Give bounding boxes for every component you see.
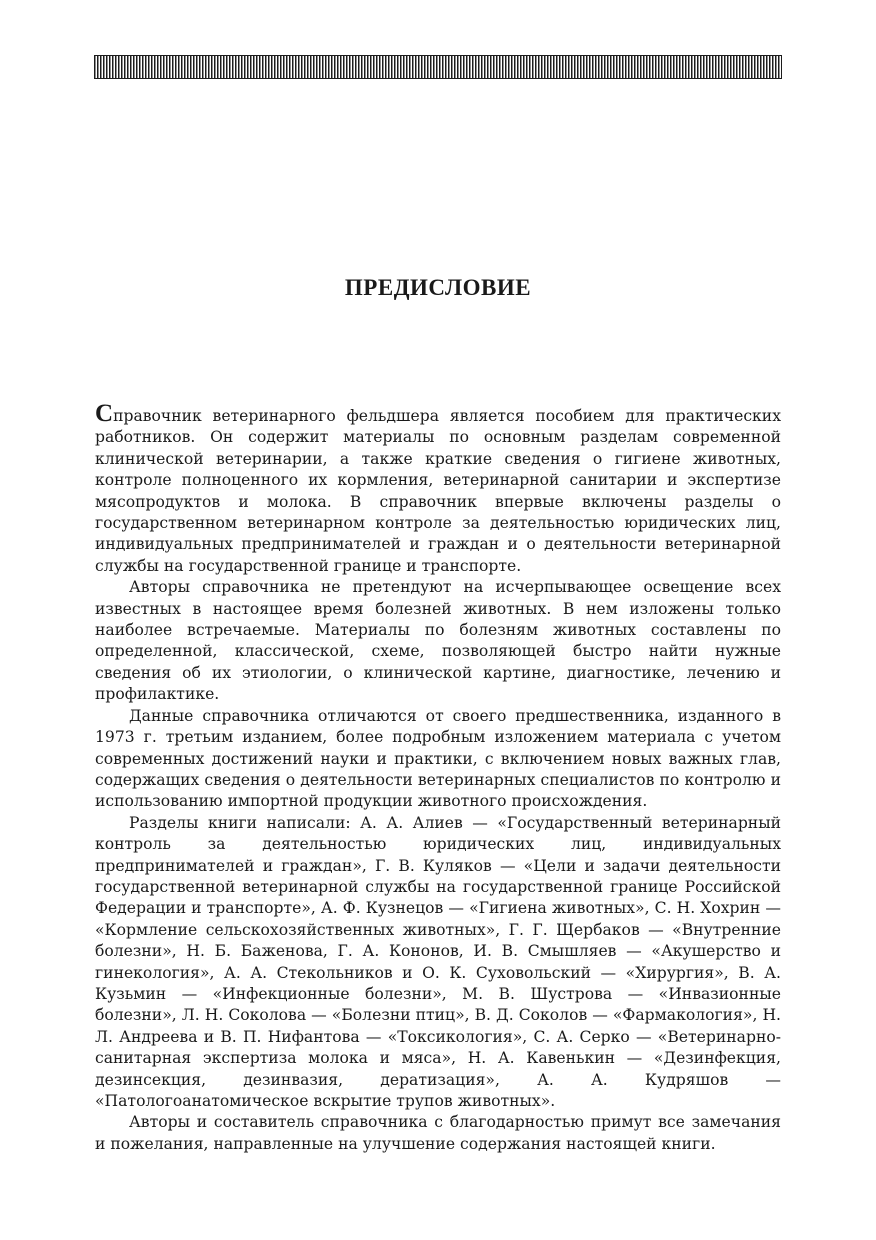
paragraph-3: Данные справочника отличаются от своего предшественника, изданного в 1973 г. третьим изданием, более подробным изложением материала с учетом современных достижений науки и практики, с включением новых важных глав, содержащих сведения о деятельности ветеринарных специалистов по контролю и использованию импортной продукции животного происхождения. (95, 706, 781, 811)
page-title: ПРЕДИСЛОВИЕ (344, 275, 532, 300)
paragraph-5: Авторы и составитель справочника с благодарностью примут все замечания и пожелания, направленные на улучшение содержания настоящей книги. (95, 1113, 781, 1153)
drop-cap: С (95, 400, 114, 427)
paragraph-2: Авторы справочника не претендуют на исчерпывающее освещение всех известных в настоящее время болезней животных. В нем изложены только наиболее встречаемые. Материалы по болезням животных составлены по определенной, классической, схеме, позволяющей быстро найти нужные сведения об их этиологии, о клинической картине, диагностике, лечению и профилактике. (95, 578, 781, 704)
paragraph-1-text: правочник ветеринарного фельдшера является пособием для практических работников. Он содержит материалы по основным разделам современной клинической ветеринарии, а также краткие сведения о гигиене животных, контроле полноценного их кормления, ветеринарной санитарии и экспертизе мясопродуктов и молока. В справочник впервые включены разделы о государственном ветеринарном контроле за деятельностью юридических лиц, индивидуальных предпринимателей и граждан и о деятельности ветеринарной службы на государственной границе и транспорте. (95, 407, 781, 575)
paragraph-4: Разделы книги написали: А. А. Алиев — «Государственный ветеринарный контроль за деятельностью юридических лиц, индивидуальных предпринимателей и граждан», Г. В. Куляков — «Цели и задачи деятельности государственной ветеринарной службы на государственной границе Российской Федерации и транспорте», А. Ф. Кузнецов — «Гигиена животных», С. Н. Хохрин — «Кормление сельскохозяйственных животных», Г. Г. Щербаков — «Внутренние болезни», Н. Б. Баженова, Г. А. Кононов, И. В. Смышляев — «Акушерство и гинекология», А. А. Стекольников и О. К. Суховольский — «Хирургия», В. А. Кузьмин — «Инфекционные болезни», М. В. Шустрова — «Инвазионные болезни», Л. Н. Соколова — «Болезни птиц», В. Д. Соколов — «Фармакология», Н. Л. Андреева и В. П. Нифантова — «Токсикология», С. А. Серко — «Ветеринарно-санитарная экспертиза молока и мяса», Н. А. Кавенькин — «Дезинфекция, дезинсекция, дезинвазия, дератизация», А. А. Кудряшов — «Патологоанатомическое вскрытие трупов животных». (95, 813, 781, 1110)
paragraph-1 (95, 400, 781, 577)
decorative-header-rule (94, 55, 782, 79)
preface-body (95, 400, 781, 1155)
